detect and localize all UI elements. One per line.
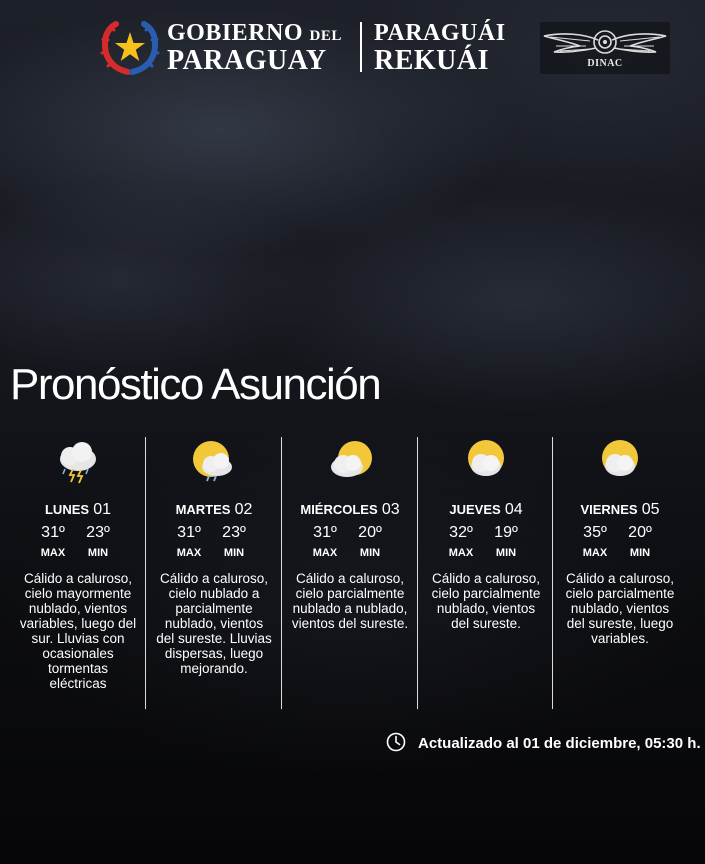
storm-cloud-icon xyxy=(53,439,103,485)
min-temp: 19º xyxy=(494,524,518,541)
min-temp: 20º xyxy=(628,524,652,541)
max-temp: 35º xyxy=(583,524,607,541)
max-temp: 31º xyxy=(313,524,337,541)
max-label: MAX xyxy=(448,547,474,559)
max-temp: 31º xyxy=(41,524,65,541)
max-label: MAX xyxy=(40,547,66,559)
min-temp: 23º xyxy=(86,524,110,541)
forecast-day-lunes xyxy=(10,437,146,709)
gobierno-logo-text: GOBIERNO DEL PARAGUAY xyxy=(167,20,342,76)
day-name: LUNES 01 xyxy=(44,501,112,518)
max-temp: 32º xyxy=(449,524,473,541)
forecast-day-martes xyxy=(146,437,282,709)
partly-cloudy-icon xyxy=(325,439,375,485)
clock-icon xyxy=(386,732,406,752)
paraguay-emblem-icon xyxy=(100,20,160,76)
forecast-days xyxy=(10,437,688,709)
max-label: MAX xyxy=(176,547,202,559)
partly-cloudy-icon xyxy=(595,439,645,485)
min-temp: 23º xyxy=(222,524,246,541)
day-description: Cálido a caluroso, cielo nublado a parcialmente nublado, vientos del sureste. Lluvias dispersas, luego mejorando. xyxy=(156,571,272,676)
max-label: MAX xyxy=(582,547,608,559)
day-name: JUEVES 04 xyxy=(449,501,523,518)
partly-cloudy-icon xyxy=(461,439,511,485)
min-label: MIN xyxy=(87,547,109,559)
day-name: VIERNES 05 xyxy=(580,501,660,518)
day-description: Cálido a caluroso, cielo parcialmente nublado, vientos del sureste, luego variables. xyxy=(565,571,675,646)
max-temp: 31º xyxy=(177,524,201,541)
dinac-label: DINAC xyxy=(587,58,623,69)
day-description: Cálido a caluroso, cielo mayormente nublado, vientos variables, luego del sur. Lluvias con ocasionales tormentas eléctricas xyxy=(19,571,137,691)
min-temp: 20º xyxy=(358,524,382,541)
max-label: MAX xyxy=(312,547,338,559)
header-divider xyxy=(360,22,362,72)
dinac-logo xyxy=(540,22,670,74)
page-title: Pronóstico Asunción xyxy=(10,360,381,409)
day-name: MARTES 02 xyxy=(175,501,253,518)
day-description: Cálido a caluroso, cielo parcialmente nublado a nublado, vientos del sureste. xyxy=(291,571,409,631)
paraguai-rekuai-logo-text: PARAGUÁI REKUÁI xyxy=(374,20,506,76)
forecast-day-viernes xyxy=(552,437,688,709)
min-label: MIN xyxy=(223,547,245,559)
sun-cloud-rain-icon xyxy=(189,439,239,485)
min-label: MIN xyxy=(495,547,517,559)
updated-text: Actualizado al 01 de diciembre, 05:30 h. xyxy=(418,735,701,752)
day-name: MIÉRCOLES 03 xyxy=(300,501,400,518)
forecast-day-jueves xyxy=(418,437,554,709)
min-label: MIN xyxy=(359,547,381,559)
day-description: Cálido a caluroso, cielo parcialmente nublado, vientos del sureste. xyxy=(431,571,541,631)
min-label: MIN xyxy=(629,547,651,559)
forecast-day-miercoles xyxy=(282,437,418,709)
